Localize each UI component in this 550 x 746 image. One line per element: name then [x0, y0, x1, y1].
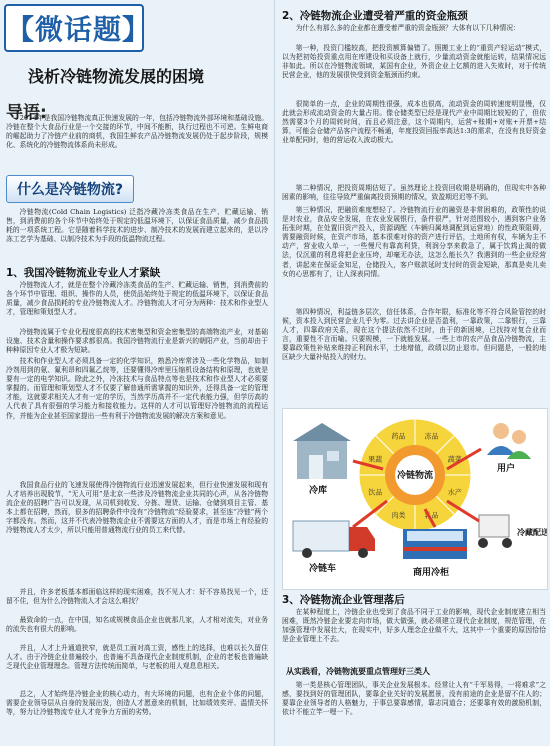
- section1-para-2: 冷链物流属于专业化程度很高的技术密集型和资金密集型的高端物流产业，对基础设施、技术含量和操作要求都很高。我国冷链物流行业是新兴的朝阳产业，当前却由于种种原因专业人才极为短缺。: [6, 328, 268, 355]
- section2-para-6: 第四种情况，利益链多层次，信任体系，合作年限，标准化等不符合风险管控的时候，资本投入到民营企业几乎为零。过去讲企业是否盈利，一靠政策，二靠银行，三靠人才，四靠政府关系，现在这个提法依然不过时，由于的新困境，已找持对复合业而言，重要性不言而喻。只要规模，一下就能发展。一些上市的农产品食品冷链物流，主要靠政策性补贴来维持正利润水平，土地增值，政绩以防止退市。但问题是，一般的地区缺少大量补贴投入的财力。: [282, 308, 546, 362]
- wheel-item-label: 饮品: [368, 488, 383, 497]
- section1-para-7: 并且，人才上升通道狭窄，就是员工面对高工资，感性上的选择，也难以长久留住人才。由于冷链企业普遍较小，也普遍不具备现代企业制度机制，企业的老板也普遍缺乏现代企业管理理念。管理方法传统而简单，与老板的用人观息息相关。: [6, 644, 268, 671]
- wheel-item-label: 冻品: [424, 432, 439, 441]
- topic-badge: 【微话题】: [4, 4, 144, 52]
- lead-text: 2014年是我国冷链物流真正快速发展的一年，包括冷链物流外部环境和基础设施。冷链在整个大食品行业是一个交接的环节，中间不能断，执行过程也不可逆。生鲜电商的崛起助力了冷链产业前的商机，我国生鲜农产品冷链物流发展仍处于起步阶段，规模化、系统化的冷链物流体系尚未形成。: [6, 114, 268, 150]
- label-delivery: 冷藏配送: [517, 528, 547, 537]
- section1-para-5: 并且，许多老板基本都面临这样的现实困难，找不见人才：好不容易找见一个，还留不住，但为什么冷链物流人才会这么难找？: [6, 588, 268, 606]
- section1-title: 1、我国冷链物流业专业人才紧缺: [6, 267, 161, 279]
- wheel-item-label: 肉类: [391, 511, 406, 520]
- label-freezer: 商用冷柜: [413, 568, 450, 578]
- section1-para-1: 冷链物流人才，就是在整个冷藏冷冻类食品的生产、贮藏运输、销售，到消费前的各个环节中管理、组织、操作的人员，使货品始终处于规定的低温环境下，以保证食品质量，减少食品损耗的专业冷链物流人才。冷链物流人才可分为两种：技术和作业型人才，管理和策划型人才。: [6, 281, 268, 317]
- definition-text: 冷链物流(Cold Chain Logistics) 泛指冷藏冷冻类食品在生产、贮藏运输、销售，到消费前的各个环节中始终处于规定的低温环境下，以保证食品质量，减少食品损耗的一项系统工程。它是随着科学技术的进步、制冷技术的发展而建立起来的，是以冷冻工艺学为基础、以制冷技术为手段的低温物流过程。: [6, 208, 268, 244]
- wheel-item-label: 水产: [447, 488, 462, 497]
- left-column: [0, 0, 272, 746]
- diagram-center-label: 冷链物流: [396, 471, 434, 481]
- section3-title: 3、冷链物流企业管理落后: [282, 594, 405, 606]
- article-title: 浅析冷链物流发展的困境: [28, 67, 205, 86]
- right-column-lower: [278, 0, 550, 746]
- section1-para-4: 我国食品行业的飞速发展使得冷链物流行业迅速发展起来，但行业快速发展和现有人才培养出现脱节，“无人可用”是北京一些涉及冷链物流企业共同的心声，从各冷链物流企业的招聘广告可以发现，从司机到收发、分拣、理货、运输、仓储到项目主管、基本上都在招聘，然而，很多的招聘条件中没有“冷链物流”经验要求，甚至连“冷链”两个字都没有。然而，这并不代表冷链物流企业不需要这方面的人才，而是市场上有经验的冷链物流人才太少，所以只能用普通物流行业的员工来代替。: [6, 481, 268, 535]
- section3-subtitle: 从实践看，冷链物流要重点管理好三类人: [286, 667, 430, 676]
- section2-para-1: 为什么有那么多的企业都在遭受着严重的资金瓶颈？大体有以下几种情况：: [295, 24, 520, 32]
- lead-label: 导语:: [6, 103, 47, 123]
- label-cold-storage: 冷库: [309, 486, 328, 496]
- section2-para-4: 第二种情况，把投资周期估短了。虽然理论上投资回收期是明确的，但现实中各种困素的影响，往往导致严重偏离投资预期的情况，致盈期迟迟等不到。: [282, 184, 546, 202]
- section2-para-3: 很简单的一点，企业的周期性很强，成本也很高，流动资金的周转速度明显慢，仅此就会形成流动资金的大量占用。像仓储类型已经是现代产业中周期比较短的了，但依然需要3个月的周转时间，而且必须注意，这个周期内，运营+账期+对账+开票+结算，可能会仓储产品客户流程不畅通，年度投资回报率高达1:3的需求，在没有良好资金业单配同时，他的营运收入波动极大。: [282, 100, 546, 145]
- column-divider: [274, 0, 275, 746]
- section3-para-1: 在某种程度上，冷链企业也受到了食品不同于工业的影响，现代企业制度建立相当困难，既然冷链企业要走向市场，做大做强，就必须建立现代企业制度，规范管理，在加强管理中发展壮大，在现实中，好多人理念企业做不大，这其中一个重要的原因恰恰是企业管理上不去。: [282, 608, 546, 644]
- section1-para-8: 总之，人才始终是冷链企业的核心动力，有大环境的问题，也有企业个体的问题，需要企业领导层从自身的发展出发，创造人才愿意来的机制，比如绩效奖评、温情关怀等，努力让冷链物流专业人才竞争力方面的劣势。: [6, 690, 268, 717]
- label-truck: 冷链车: [309, 564, 337, 574]
- wheel-item-label: 药品: [391, 432, 406, 441]
- what-is-box: 什么是冷链物流?: [6, 175, 134, 203]
- section2-para-5: 第三种情况，把融资难度想轻了。冷链物流行业的融资是非常困难的，政策性的说是对农业，食品安全发展，在农业发展银行，条件很严，针对范围较小，遇到客户业务拓张时期，在处置旧资产投入，资源调配（车辆归属地调配到运营地）的性政策阻碍，需要融资时候，在资产市场，基本很难对你的资产进行评估，土地所有权，车辆为主不动产，营业收入单一，一些慢尺有靠高利贷，利润分享来救急了，属于饮鸩止渴的做法，仅沉重的利息将把企业压垮，却毫无办法，这怎么能长久？我遇到的一些企业经营者，讲起来在保证金知足，仓储投入，客户账款延时支付时的资金短缺，那真是卖儿卖女的心思都有了，让人深表同情。: [282, 206, 546, 278]
- section2-para-2: 第一种，投资门槛较高，把投资额算偏错了。照搬工业上的“重资产轻运动”模式，以为把初始投资重点用在库建设和买设备上就行，少量流动资金就能运转，结果情况远非如此。所以在冷链物流领域，某国有企业，外资企业上亿额的进入失败时，对于传统民营企业，他的发展很快受到资金瓶颈而约束。: [282, 44, 546, 80]
- wheel-item-label: 果蔬: [368, 455, 383, 464]
- wheel-item-label: 乳品: [424, 511, 439, 520]
- section1-para-3: 技术和作业型人才必须具备一定的化学知识，熟悉冷库常涉及一些化学物品，如制冷剂用到的氨、氟利昂和四氟乙烷等，还要懂得冷库里压缩机设备结构和原理，也就是要有一定的电学知识。除此之外，冷冻技术与食品特点等也是技术和作业型人才必须要掌握的。而管理和策划型人才不仅要了解普通所需掌握的知识外，还得具备一定的管理才能，这就要求相关人才有一定的学历，当然学历高并不一定代表能力强，但学历高的人代表了具有很强的学习能力和接收能力。这样的人才可以管理好冷链物流的流程运作，并能为企业甚至国家提出一些有利于冷链物流发展的解决方案和意见。: [6, 357, 268, 420]
- label-user: 用户: [497, 464, 516, 474]
- section2-title: 2、冷链物流企业遭受着严重的资金瓶颈: [282, 10, 468, 22]
- wheel-item-label: 蔬菜: [447, 455, 462, 464]
- section1-para-6: 最致命的一点，在中国，知名或规模食品企业也就那几家，人才相对流失，对业务的流失也有很大的影响。: [6, 616, 268, 634]
- section3-para-2: 第一类是核心管理团队，事关企业发展根本。经常让人有“千军易得，一将难求”之感，要找到好的管理团队，要靠企业关好的发展愿景，没有前途的企业是留不住人的；要靠企业领导者的人格魅力，于事总要靠感情，靠志同道合；还要靠有效的激励机制，依计不能立竿一哩一下。: [282, 681, 546, 717]
